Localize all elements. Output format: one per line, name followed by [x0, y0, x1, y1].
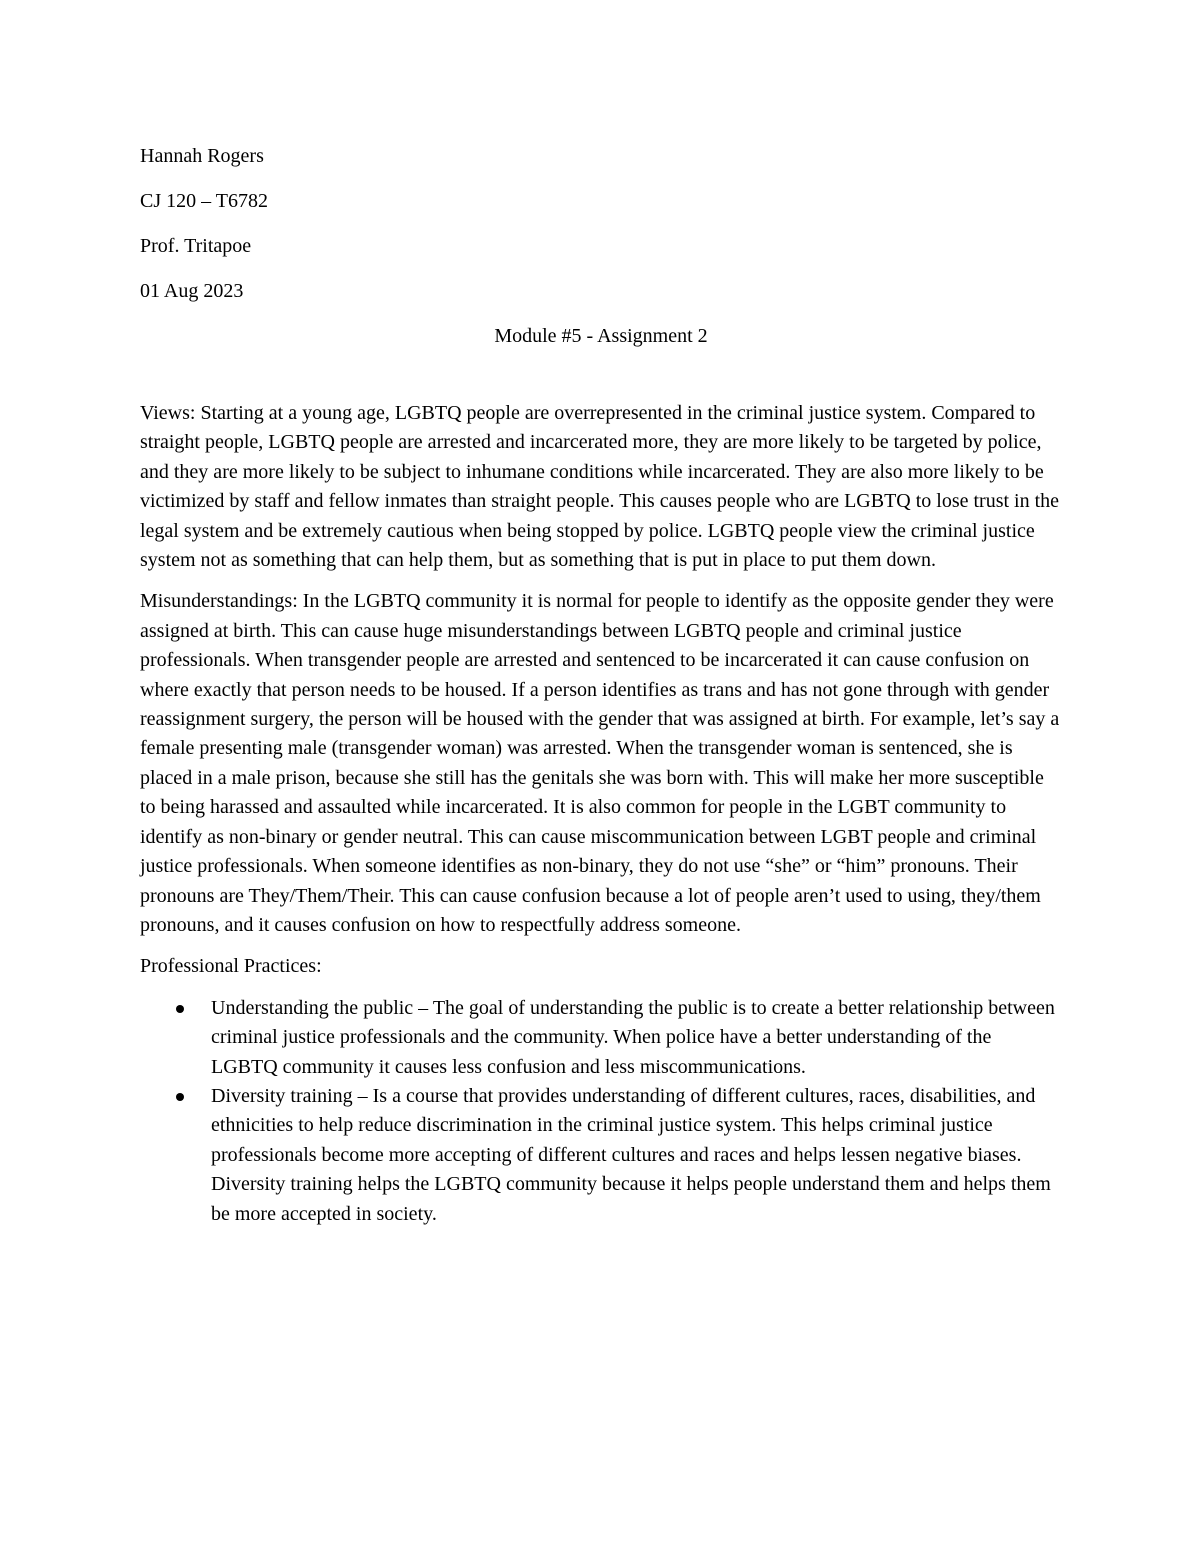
- submission-date: 01 Aug 2023: [140, 280, 244, 302]
- practices-list: [140, 994, 1062, 1229]
- practice-item-understanding-public: [140, 994, 1062, 1082]
- title-spacer: [140, 353, 1062, 399]
- practice-text: Diversity training – Is a course that provides understanding of different cultures, races, disabilities, and ethnicities to help reduce discrimination in the criminal justice system. This helps criminal justice professionals become more accepting of different cultures and races and helps lessen negative biases. Diversity training helps the LGBTQ community because it helps people understand them and helps them be more accepted in society.: [211, 1084, 1051, 1225]
- course-code: CJ 120 – T6782: [140, 190, 268, 212]
- practices-heading: Professional Practices:: [140, 955, 322, 978]
- document-title: Module #5 - Assignment 2: [494, 325, 708, 347]
- practice-text: Understanding the public – The goal of understanding the public is to create a better relationship between criminal justice professionals and the community. When police have a better understanding of the LGBTQ community it causes less confusion and less miscommunications.: [211, 996, 1055, 1078]
- bullet-icon: [176, 1093, 184, 1101]
- author-name: Hannah Rogers: [140, 145, 264, 167]
- document-body: [140, 139, 1062, 1229]
- misunderstandings-paragraph: Misunderstandings: In the LGBTQ community it is normal for people to identify as the opposite gender they were assigned at birth. This can cause huge misunderstandings between LGBTQ people and criminal justice professionals. When transgender people are arrested and sentenced to be incarcerated it can cause confusion on where exactly that person needs to be housed. If a person identifies as trans and has not gone through with gender reassignment surgery, the person will be housed with the gender that was assigned at birth. For example, let’s say a female presenting male (transgender woman) was arrested. When the transgender woman is sentenced, she is placed in a male prison, because she still has the genitals she was born with. This will make her more susceptible to being harassed and assaulted while incarcerated. It is also common for people in the LGBT community to identify as non-binary or gender neutral. This can cause miscommunication between LGBT people and criminal justice professionals. When someone identifies as non-binary, they do not use “she” or “him” pronouns. Their pronouns are They/Them/Their. This can cause confusion because a lot of people aren’t used to using, they/them pronouns, and it causes confusion on how to respectfully address someone.: [140, 590, 1060, 936]
- professor-name: Prof. Tritapoe: [140, 235, 252, 257]
- practice-item-diversity-training: [140, 1082, 1062, 1229]
- bullet-icon: [176, 1005, 184, 1013]
- views-paragraph: Views: Starting at a young age, LGBTQ people are overrepresented in the criminal justice system. Compared to straight people, LGBTQ people are arrested and incarcerated more, they are more likely to be targeted by police, and they are more likely to be subject to inhumane conditions while incarcerated. They are also more likely to be victimized by staff and fellow inmates than straight people. This causes people who are LGBTQ to lose trust in the legal system and be extremely cautious when being stopped by police. LGBTQ people view the criminal justice system not as something that can help them, but as something that is put in place to put them down.: [140, 402, 1060, 572]
